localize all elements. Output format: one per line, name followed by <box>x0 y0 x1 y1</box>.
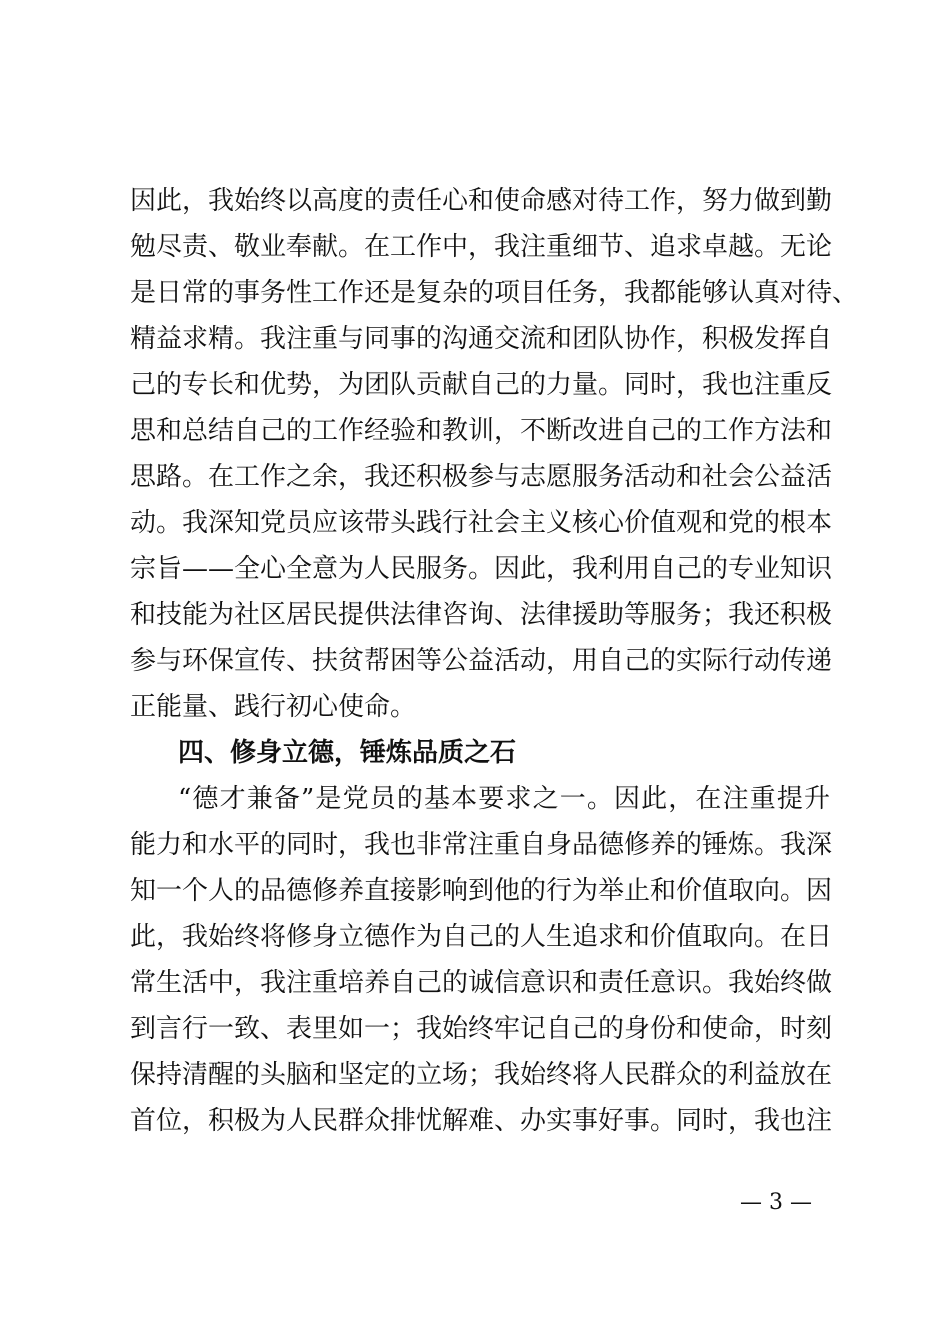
text-line: 知一个人的品德修养直接影响到他的行为举止和价值取向。因 <box>130 876 833 906</box>
text-line: “德才兼备”是党员的基本要求之一。因此，在注重提升 <box>178 784 830 814</box>
text-line: 动。我深知党员应该带头践行社会主义核心价值观和党的根本 <box>130 508 833 538</box>
text-line: 能力和水平的同时，我也非常注重自身品德修养的锤炼。我深 <box>130 830 833 860</box>
text-line: 正能量、践行初心使命。 <box>130 692 417 722</box>
text-line: 精益求精。我注重与同事的沟通交流和团队协作，积极发挥自 <box>130 324 833 354</box>
text-line: 到言行一致、表里如一；我始终牢记自己的身份和使命，时刻 <box>130 1014 833 1044</box>
section-heading: 四、修身立德，锤炼品质之石 <box>178 738 517 768</box>
text-line: 首位，积极为人民群众排忧解难、办实事好事。同时，我也注 <box>130 1106 833 1136</box>
text-line: 己的专长和优势，为团队贡献自己的力量。同时，我也注重反 <box>130 370 833 400</box>
text-line: 此，我始终将修身立德作为自己的人生追求和价值取向。在日 <box>130 922 833 952</box>
text-line: 勉尽责、敬业奉献。在工作中，我注重细节、追求卓越。无论 <box>130 232 833 262</box>
text-line: 宗旨——全心全意为人民服务。因此，我利用自己的专业知识 <box>130 554 833 584</box>
text-line: 常生活中，我注重培养自己的诚信意识和责任意识。我始终做 <box>130 968 833 998</box>
text-line: 是日常的事务性工作还是复杂的项目任务，我都能够认真对待、 <box>130 278 859 308</box>
text-line: 和技能为社区居民提供法律咨询、法律援助等服务；我还积极 <box>130 600 833 630</box>
text-line: 保持清醒的头脑和坚定的立场；我始终将人民群众的利益放在 <box>130 1060 833 1090</box>
text-line: 因此，我始终以高度的责任心和使命感对待工作，努力做到勤 <box>130 186 833 216</box>
page-number: — 3 — <box>740 1190 812 1215</box>
text-line: 思路。在工作之余，我还积极参与志愿服务活动和社会公益活 <box>130 462 833 492</box>
text-line: 思和总结自己的工作经验和教训，不断改进自己的工作方法和 <box>130 416 833 446</box>
text-line: 参与环保宣传、扶贫帮困等公益活动，用自己的实际行动传递 <box>130 646 833 676</box>
